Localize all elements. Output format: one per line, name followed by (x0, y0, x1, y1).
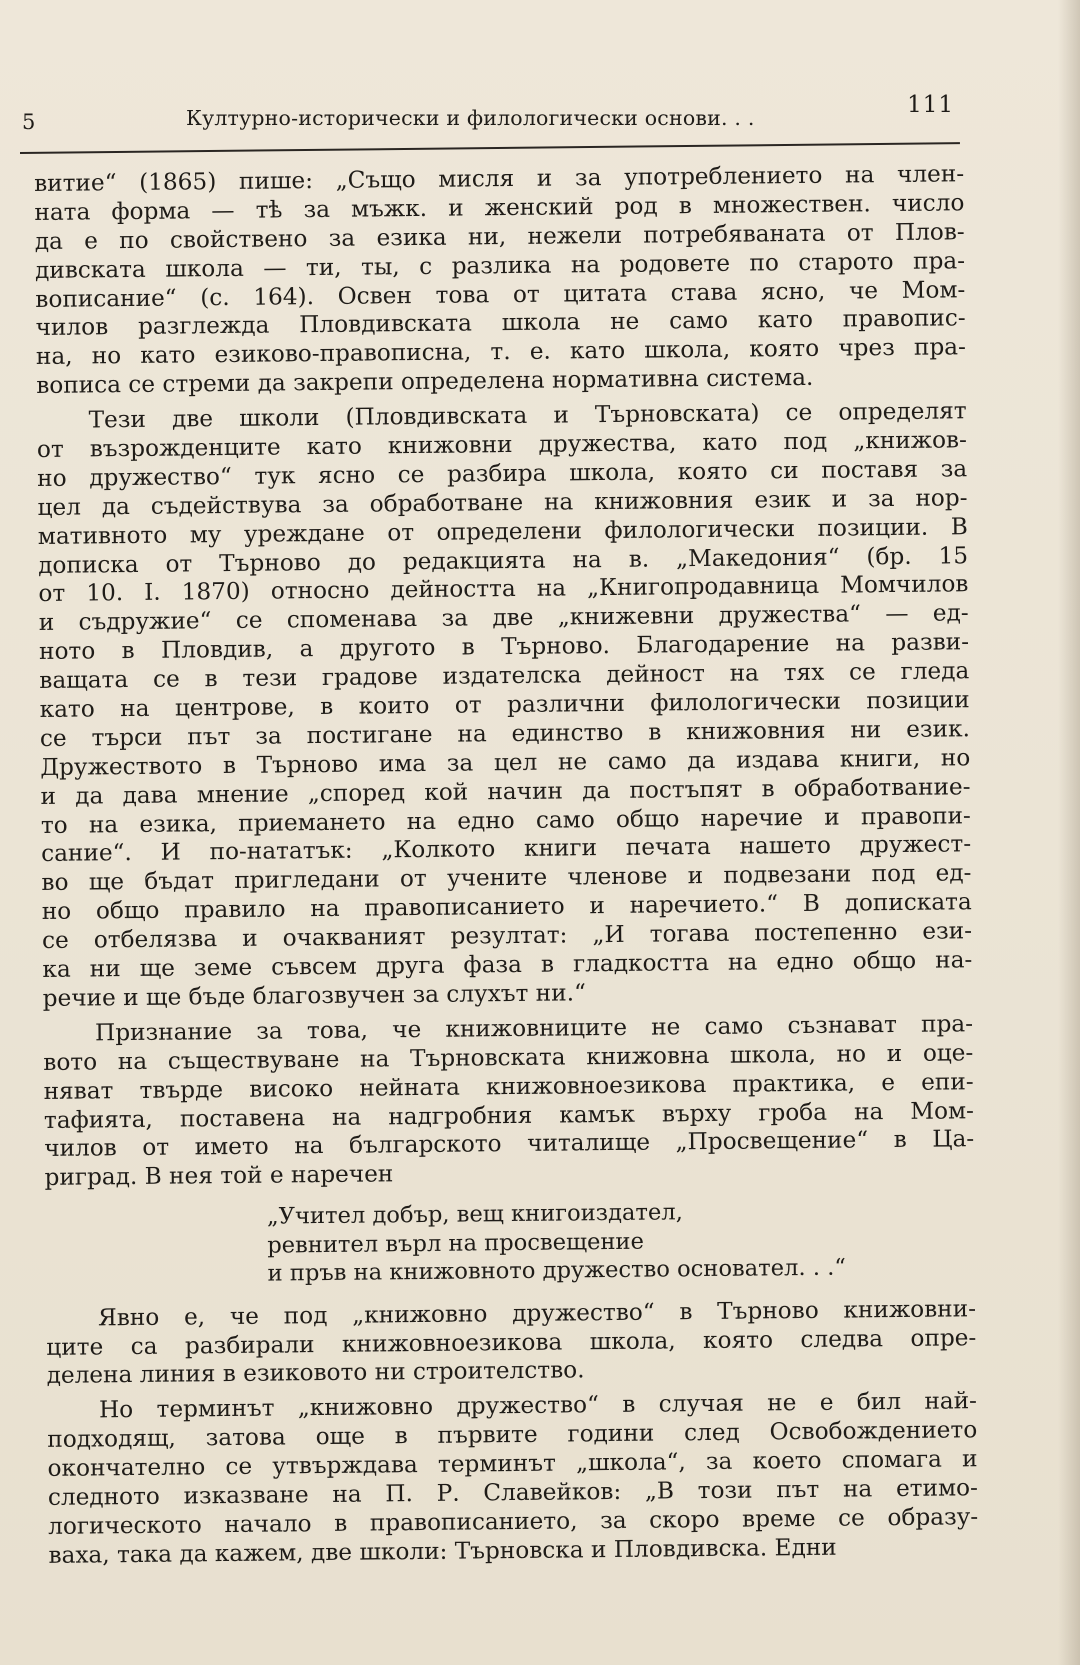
text-line: ната форма — тѣ за мъжк. и женский род в множествен. число (34, 189, 965, 226)
text-line: тафията, поставена на надгробния камък върху гроба на Мом- (43, 1096, 975, 1134)
text-line: от 10. I. 1870) относно дейността на „Книгопродавница Момчилов (38, 570, 969, 608)
text-line: Тези две школи (Пловдивската и Търновската) се определят (88, 397, 967, 434)
text-line: подходящ, затова още в първите години след Освобождението (47, 1416, 978, 1454)
text-line: и да дава мнение „според кой начин да постъпят в обработвание- (40, 772, 971, 810)
text-line: логическото начало в правописанието, за скоро време се образу- (48, 1503, 979, 1540)
text-line: делена линия в езиковото ни строителство. (46, 1356, 585, 1390)
quote-line: ревнител върл на просвещение (267, 1228, 645, 1259)
text-line: и съдружие“ се споменава за две „книжевни дружества“ — ед- (38, 599, 969, 637)
text-line: во ще бъдат пригледани от учените членове и подвезани под ед- (41, 859, 972, 897)
text-line: вописа се стреми да закрепи определена нормативна система. (36, 364, 814, 400)
section-number: 5 (22, 110, 36, 134)
text-line: сание“. И по-нататък: „Колкото книги печата нашето дружест- (41, 830, 972, 868)
text-line: мативното му уреждане от определени филологически позиции. В (37, 512, 968, 550)
text-line: Но терминът „книжовно дружество“ в случая не е бил най- (98, 1387, 978, 1424)
text-line: окончателно се утвърждава терминът „школа“, за което спомага и (47, 1445, 978, 1483)
text-line: риград. В нея той е наречен (44, 1160, 394, 1192)
body-text (34, 160, 979, 1570)
page-edge-shadow (1058, 0, 1080, 1665)
text-line: да е по свойствено за езика ни, нежели потребяваната от Плов- (34, 218, 965, 255)
paragraph (34, 160, 966, 401)
paragraph (43, 1010, 975, 1193)
text-line: чилов разглежда Пловдивската школа не само като правопис- (35, 304, 966, 342)
text-line: няват твърде високо нейната книжовноезикова практика, е епи- (43, 1067, 974, 1105)
header-rule (20, 142, 960, 154)
text-line: следното изказване на П. Р. Славейков: „В този път на етимо- (47, 1474, 978, 1511)
text-line: речие и ще бъде благозвучен за слухът ни.“ (42, 979, 587, 1012)
text-line: Дружеството в Търново има за цел не само да издава книги, но (40, 744, 971, 781)
text-line: Явно е, че под „книжовно дружество“ в Търново книжовни- (97, 1294, 977, 1332)
text-line: ваха, така да кажем, две школи: Търновска и Пловдивска. Едни (48, 1533, 837, 1569)
text-line: като на центрове, в които от различни филологически позиции (39, 686, 970, 724)
text-line: се търси път за постигане на единство в книжовния ни език. (39, 715, 971, 752)
quote-line: „Учител добър, вещ книгоиздател, (266, 1199, 683, 1230)
text-line: ващата се в тези градове издателска дейност на тях се гледа (39, 657, 970, 695)
text-line: но общо правило на правописанието и наречието.“ В дописката (41, 888, 972, 926)
paragraphs-after-quote (46, 1295, 979, 1571)
text-line: дописка от Търново до редакцията на в. „Македония“ (бр. 15 (37, 541, 969, 579)
quote-line: и пръв на книжовното дружество основател. . .“ (267, 1254, 847, 1287)
epitaph-quote (45, 1195, 976, 1290)
text-line: но дружество“ тук ясно се разбира школа, която си поставя за (37, 455, 968, 492)
text-line: на, но като езиково-правописна, т. е. като школа, която чрез пра- (35, 333, 967, 371)
text-line: витие“ (1865) пише: „Също мисля и за употреблението на члeн- (34, 160, 965, 197)
text-line: цел да съдействува за обработване на книжовния език и за нор- (37, 484, 968, 521)
text-line: вописание“ (с. 164). Освен това от цитата става ясно, че Мом- (35, 275, 966, 313)
text-line: то на езика, приемането на едно само общо наречие и правопи- (40, 801, 971, 839)
page-number: 111 (907, 92, 954, 118)
text-line: от възрожденците като книжовни дружества, като под „книжов- (36, 426, 968, 463)
text-line: Признание за това, че книжовниците не само съзнават пра- (94, 1010, 974, 1047)
paragraphs-before-quote (34, 160, 975, 1193)
text-line: чилов от името на българското читалище „Просвещение“ в Ца- (44, 1125, 975, 1163)
text-line: дивската школа — ти, ты, с разлика на родовете по старото пра- (34, 246, 966, 284)
text-line: ното в Пловдив, а другото в Търново. Благодарение на разви- (38, 628, 970, 666)
paragraph (36, 397, 972, 1013)
running-title: Културно-исторически и филологически основи. . . (186, 106, 755, 130)
paragraph (46, 1295, 977, 1391)
page-header (22, 88, 962, 134)
text-line: ците са разбирали книжовноезикова школа, която следва опре- (46, 1323, 977, 1361)
paragraph (47, 1388, 979, 1571)
text-line: се отбелязва и очакваният резултат: „И тогава постепенно ези- (41, 917, 973, 955)
text-line: вото на съществуване на Търновската книжовна школа, но и оце- (43, 1038, 974, 1076)
text-line: ка ни ще земе съвсем друга фаза в гладкостта на едно общо на- (42, 946, 973, 984)
